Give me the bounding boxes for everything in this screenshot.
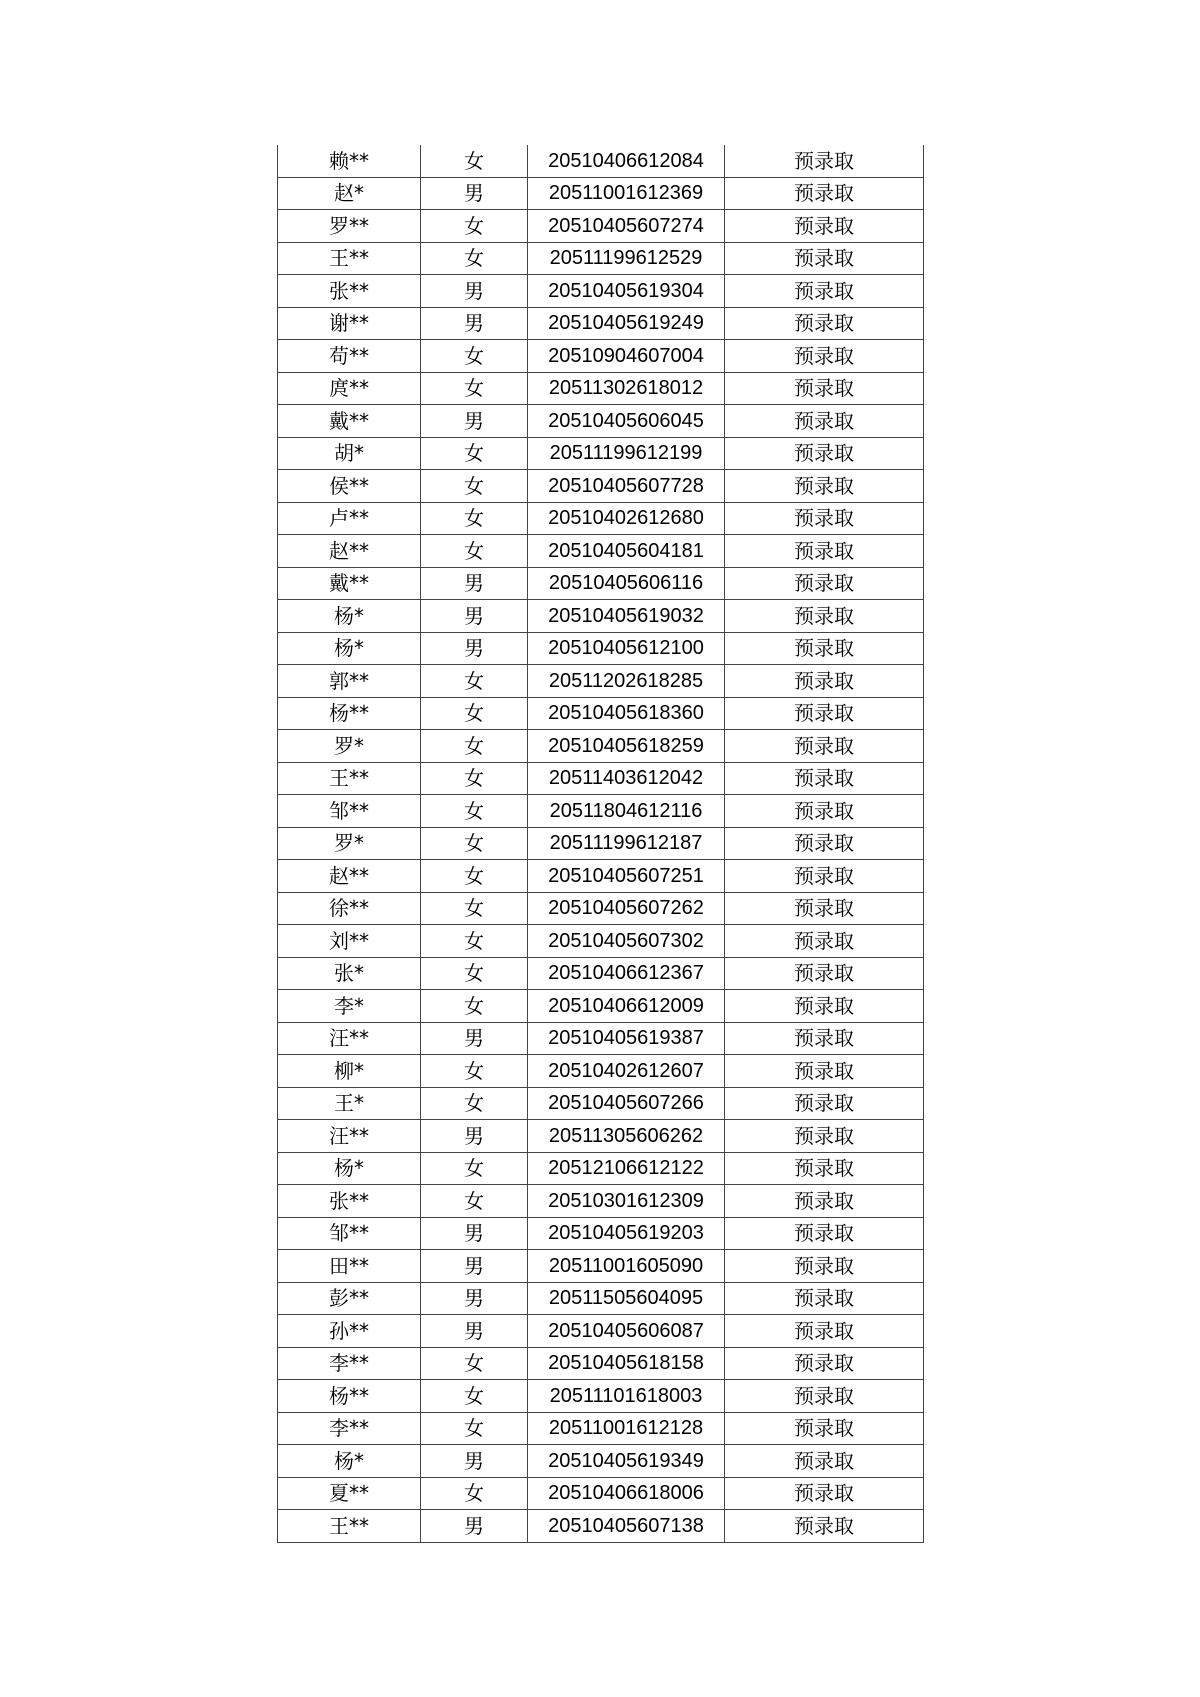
- admission-status-cell: 预录取: [725, 242, 924, 275]
- table-row: [278, 1055, 924, 1088]
- candidate-id-cell: 20510406612009: [528, 990, 725, 1023]
- admission-status-cell: 预录取: [725, 1087, 924, 1120]
- table-row: [278, 665, 924, 698]
- student-name-cell: 彭**: [278, 1282, 421, 1315]
- admission-status-cell: 预录取: [725, 437, 924, 470]
- admission-table-body: [278, 145, 924, 1542]
- table-row: [278, 307, 924, 340]
- candidate-id-cell: 20511199612199: [528, 437, 725, 470]
- gender-cell: 女: [421, 1477, 528, 1510]
- student-name-cell: 李**: [278, 1347, 421, 1380]
- student-name-cell: 张*: [278, 957, 421, 990]
- gender-cell: 男: [421, 1315, 528, 1348]
- candidate-id-cell: 20510405618158: [528, 1347, 725, 1380]
- table-row: [278, 1185, 924, 1218]
- candidate-id-cell: 20510904607004: [528, 340, 725, 373]
- gender-cell: 男: [421, 307, 528, 340]
- candidate-id-cell: 20511001605090: [528, 1250, 725, 1283]
- candidate-id-cell: 20510405606087: [528, 1315, 725, 1348]
- table-row: [278, 1282, 924, 1315]
- candidate-id-cell: 20511101618003: [528, 1380, 725, 1413]
- gender-cell: 女: [421, 762, 528, 795]
- candidate-id-cell: 20510405619032: [528, 600, 725, 633]
- gender-cell: 女: [421, 795, 528, 828]
- table-row: [278, 1412, 924, 1445]
- gender-cell: 女: [421, 1412, 528, 1445]
- table-row: [278, 1087, 924, 1120]
- gender-cell: 女: [421, 1152, 528, 1185]
- table-row: [278, 925, 924, 958]
- candidate-id-cell: 20510405607274: [528, 210, 725, 243]
- candidate-id-cell: 20512106612122: [528, 1152, 725, 1185]
- student-name-cell: 杨*: [278, 600, 421, 633]
- admission-status-cell: 预录取: [725, 1120, 924, 1153]
- admission-status-cell: 预录取: [725, 177, 924, 210]
- candidate-id-cell: 20510405606116: [528, 567, 725, 600]
- table-row: [278, 990, 924, 1023]
- table-row: [278, 730, 924, 763]
- gender-cell: 女: [421, 925, 528, 958]
- table-row: [278, 177, 924, 210]
- gender-cell: 女: [421, 697, 528, 730]
- candidate-id-cell: 20510405604181: [528, 535, 725, 568]
- admission-status-cell: 预录取: [725, 275, 924, 308]
- student-name-cell: 赖**: [278, 145, 421, 177]
- gender-cell: 男: [421, 1022, 528, 1055]
- gender-cell: 女: [421, 242, 528, 275]
- gender-cell: 男: [421, 600, 528, 633]
- candidate-id-cell: 20511505604095: [528, 1282, 725, 1315]
- gender-cell: 女: [421, 145, 528, 177]
- admission-status-cell: 预录取: [725, 795, 924, 828]
- gender-cell: 女: [421, 1347, 528, 1380]
- gender-cell: 男: [421, 1510, 528, 1543]
- gender-cell: 男: [421, 405, 528, 438]
- student-name-cell: 戴**: [278, 567, 421, 600]
- student-name-cell: 苟**: [278, 340, 421, 373]
- student-name-cell: 庹**: [278, 372, 421, 405]
- table-row: [278, 1250, 924, 1283]
- candidate-id-cell: 20510405607262: [528, 892, 725, 925]
- admission-status-cell: 预录取: [725, 925, 924, 958]
- table-row: [278, 892, 924, 925]
- table-row: [278, 1477, 924, 1510]
- student-name-cell: 邹**: [278, 1217, 421, 1250]
- admission-status-cell: 预录取: [725, 1217, 924, 1250]
- gender-cell: 女: [421, 957, 528, 990]
- table-row: [278, 697, 924, 730]
- gender-cell: 男: [421, 1282, 528, 1315]
- candidate-id-cell: 20510405619349: [528, 1445, 725, 1478]
- admission-status-cell: 预录取: [725, 1412, 924, 1445]
- student-name-cell: 赵**: [278, 860, 421, 893]
- candidate-id-cell: 20510405607251: [528, 860, 725, 893]
- admission-status-cell: 预录取: [725, 372, 924, 405]
- student-name-cell: 王*: [278, 1087, 421, 1120]
- table-row: [278, 1510, 924, 1543]
- student-name-cell: 汪**: [278, 1022, 421, 1055]
- admission-status-cell: 预录取: [725, 1347, 924, 1380]
- candidate-id-cell: 20510405607302: [528, 925, 725, 958]
- table-row: [278, 1217, 924, 1250]
- candidate-id-cell: 20510405607138: [528, 1510, 725, 1543]
- admission-status-cell: 预录取: [725, 535, 924, 568]
- table-row: [278, 957, 924, 990]
- student-name-cell: 侯**: [278, 470, 421, 503]
- candidate-id-cell: 20510405612100: [528, 632, 725, 665]
- candidate-id-cell: 20511305606262: [528, 1120, 725, 1153]
- student-name-cell: 汪**: [278, 1120, 421, 1153]
- student-name-cell: 赵**: [278, 535, 421, 568]
- gender-cell: 男: [421, 177, 528, 210]
- table-row: [278, 1022, 924, 1055]
- gender-cell: 女: [421, 502, 528, 535]
- table-row: [278, 1445, 924, 1478]
- candidate-id-cell: 20511403612042: [528, 762, 725, 795]
- candidate-id-cell: 20510406612084: [528, 145, 725, 177]
- table-row: [278, 242, 924, 275]
- table-row: [278, 405, 924, 438]
- student-name-cell: 张**: [278, 275, 421, 308]
- table-row: [278, 600, 924, 633]
- table-row: [278, 1120, 924, 1153]
- admission-status-cell: 预录取: [725, 1315, 924, 1348]
- table-row: [278, 502, 924, 535]
- student-name-cell: 徐**: [278, 892, 421, 925]
- candidate-id-cell: 20510301612309: [528, 1185, 725, 1218]
- candidate-id-cell: 20511302618012: [528, 372, 725, 405]
- admission-status-cell: 预录取: [725, 990, 924, 1023]
- admission-status-cell: 预录取: [725, 340, 924, 373]
- candidate-id-cell: 20510402612607: [528, 1055, 725, 1088]
- table-row: [278, 145, 924, 177]
- gender-cell: 男: [421, 1445, 528, 1478]
- student-name-cell: 戴**: [278, 405, 421, 438]
- gender-cell: 女: [421, 1380, 528, 1413]
- candidate-id-cell: 20510405607266: [528, 1087, 725, 1120]
- student-name-cell: 李*: [278, 990, 421, 1023]
- candidate-id-cell: 20510405618360: [528, 697, 725, 730]
- admission-status-cell: 预录取: [725, 405, 924, 438]
- gender-cell: 女: [421, 535, 528, 568]
- admission-status-cell: 预录取: [725, 145, 924, 177]
- student-name-cell: 李**: [278, 1412, 421, 1445]
- candidate-id-cell: 20510405607728: [528, 470, 725, 503]
- table-row: [278, 1347, 924, 1380]
- admission-status-cell: 预录取: [725, 1380, 924, 1413]
- table-row: [278, 210, 924, 243]
- student-name-cell: 夏**: [278, 1477, 421, 1510]
- student-name-cell: 刘**: [278, 925, 421, 958]
- student-name-cell: 田**: [278, 1250, 421, 1283]
- table-row: [278, 1380, 924, 1413]
- gender-cell: 女: [421, 827, 528, 860]
- admission-status-cell: 预录取: [725, 1445, 924, 1478]
- gender-cell: 男: [421, 567, 528, 600]
- table-row: [278, 470, 924, 503]
- candidate-id-cell: 20510405619249: [528, 307, 725, 340]
- admission-status-cell: 预录取: [725, 1250, 924, 1283]
- candidate-id-cell: 20511001612369: [528, 177, 725, 210]
- admission-table: [277, 145, 924, 1543]
- student-name-cell: 杨**: [278, 1380, 421, 1413]
- admission-status-cell: 预录取: [725, 892, 924, 925]
- admission-status-cell: 预录取: [725, 1282, 924, 1315]
- admission-status-cell: 预录取: [725, 632, 924, 665]
- gender-cell: 女: [421, 372, 528, 405]
- gender-cell: 男: [421, 275, 528, 308]
- admission-status-cell: 预录取: [725, 730, 924, 763]
- admission-list-page: [277, 145, 923, 1543]
- admission-status-cell: 预录取: [725, 665, 924, 698]
- candidate-id-cell: 20510405619203: [528, 1217, 725, 1250]
- table-row: [278, 860, 924, 893]
- gender-cell: 男: [421, 1217, 528, 1250]
- student-name-cell: 杨**: [278, 697, 421, 730]
- table-row: [278, 762, 924, 795]
- admission-status-cell: 预录取: [725, 1185, 924, 1218]
- gender-cell: 女: [421, 1055, 528, 1088]
- student-name-cell: 谢**: [278, 307, 421, 340]
- gender-cell: 男: [421, 632, 528, 665]
- gender-cell: 男: [421, 1120, 528, 1153]
- student-name-cell: 王**: [278, 242, 421, 275]
- student-name-cell: 胡*: [278, 437, 421, 470]
- gender-cell: 女: [421, 990, 528, 1023]
- gender-cell: 女: [421, 665, 528, 698]
- student-name-cell: 罗*: [278, 730, 421, 763]
- candidate-id-cell: 20510402612680: [528, 502, 725, 535]
- candidate-id-cell: 20510405619387: [528, 1022, 725, 1055]
- student-name-cell: 罗**: [278, 210, 421, 243]
- admission-status-cell: 预录取: [725, 600, 924, 633]
- student-name-cell: 王**: [278, 1510, 421, 1543]
- admission-status-cell: 预录取: [725, 307, 924, 340]
- candidate-id-cell: 20510406612367: [528, 957, 725, 990]
- student-name-cell: 郭**: [278, 665, 421, 698]
- admission-status-cell: 预录取: [725, 1022, 924, 1055]
- gender-cell: 女: [421, 860, 528, 893]
- candidate-id-cell: 20511202618285: [528, 665, 725, 698]
- table-row: [278, 632, 924, 665]
- admission-status-cell: 预录取: [725, 957, 924, 990]
- student-name-cell: 孙**: [278, 1315, 421, 1348]
- candidate-id-cell: 20511199612529: [528, 242, 725, 275]
- gender-cell: 女: [421, 892, 528, 925]
- table-row: [278, 340, 924, 373]
- admission-status-cell: 预录取: [725, 1055, 924, 1088]
- table-row: [278, 1315, 924, 1348]
- gender-cell: 女: [421, 1087, 528, 1120]
- table-row: [278, 795, 924, 828]
- admission-status-cell: 预录取: [725, 502, 924, 535]
- gender-cell: 女: [421, 1185, 528, 1218]
- gender-cell: 女: [421, 340, 528, 373]
- student-name-cell: 杨*: [278, 632, 421, 665]
- gender-cell: 女: [421, 470, 528, 503]
- table-row: [278, 567, 924, 600]
- candidate-id-cell: 20511001612128: [528, 1412, 725, 1445]
- student-name-cell: 杨*: [278, 1152, 421, 1185]
- admission-status-cell: 预录取: [725, 1152, 924, 1185]
- candidate-id-cell: 20510405618259: [528, 730, 725, 763]
- admission-status-cell: 预录取: [725, 567, 924, 600]
- gender-cell: 男: [421, 1250, 528, 1283]
- admission-status-cell: 预录取: [725, 697, 924, 730]
- table-row: [278, 437, 924, 470]
- student-name-cell: 卢**: [278, 502, 421, 535]
- admission-status-cell: 预录取: [725, 827, 924, 860]
- candidate-id-cell: 20510406618006: [528, 1477, 725, 1510]
- gender-cell: 女: [421, 210, 528, 243]
- admission-status-cell: 预录取: [725, 1510, 924, 1543]
- candidate-id-cell: 20510405619304: [528, 275, 725, 308]
- student-name-cell: 邹**: [278, 795, 421, 828]
- student-name-cell: 柳*: [278, 1055, 421, 1088]
- student-name-cell: 张**: [278, 1185, 421, 1218]
- table-row: [278, 827, 924, 860]
- admission-status-cell: 预录取: [725, 470, 924, 503]
- admission-status-cell: 预录取: [725, 860, 924, 893]
- admission-status-cell: 预录取: [725, 210, 924, 243]
- table-row: [278, 1152, 924, 1185]
- student-name-cell: 王**: [278, 762, 421, 795]
- table-row: [278, 535, 924, 568]
- candidate-id-cell: 20511804612116: [528, 795, 725, 828]
- table-row: [278, 372, 924, 405]
- student-name-cell: 罗*: [278, 827, 421, 860]
- gender-cell: 女: [421, 437, 528, 470]
- admission-status-cell: 预录取: [725, 1477, 924, 1510]
- candidate-id-cell: 20511199612187: [528, 827, 725, 860]
- gender-cell: 女: [421, 730, 528, 763]
- student-name-cell: 杨*: [278, 1445, 421, 1478]
- table-row: [278, 275, 924, 308]
- student-name-cell: 赵*: [278, 177, 421, 210]
- candidate-id-cell: 20510405606045: [528, 405, 725, 438]
- admission-status-cell: 预录取: [725, 762, 924, 795]
